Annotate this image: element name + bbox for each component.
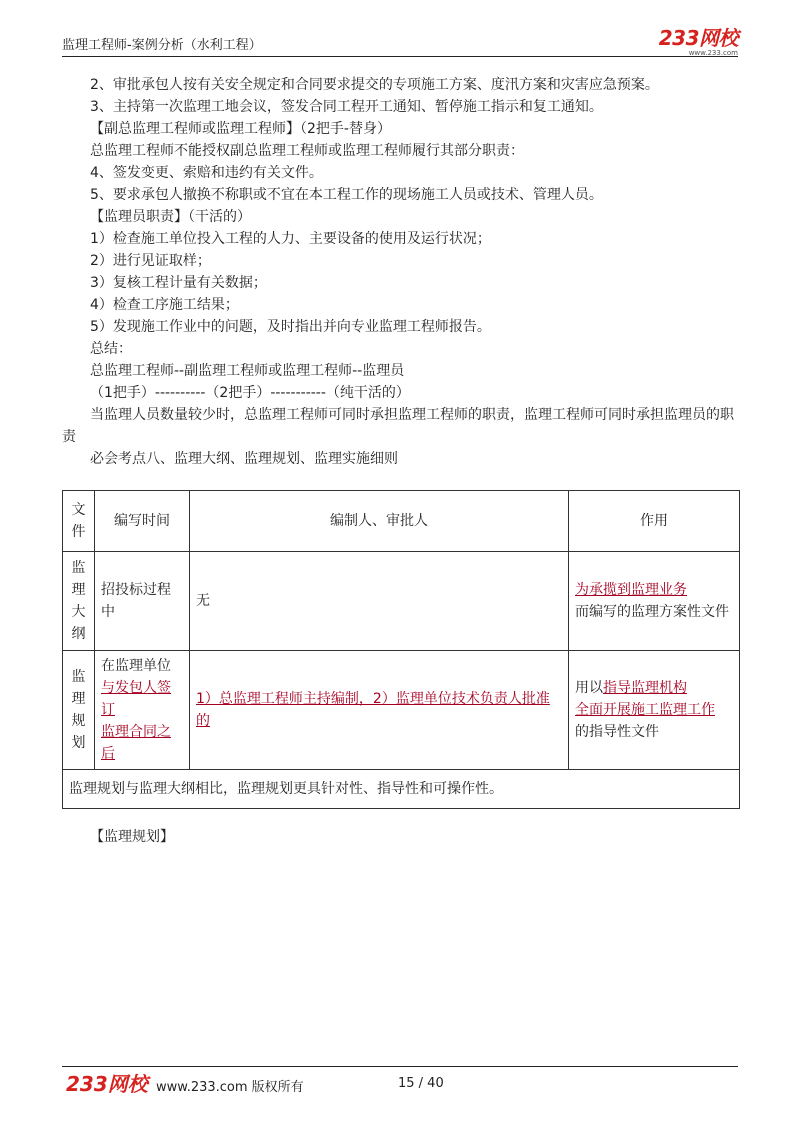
cell-text: 用以 <box>575 680 603 696</box>
table-row <box>63 651 740 770</box>
highlight-text: 与发包人签订 <box>101 680 171 718</box>
body-text <box>62 74 738 470</box>
section-heading: 【副总监理工程师或监理工程师】（2把手-替身） <box>90 121 391 137</box>
header-rule <box>62 56 738 57</box>
paragraph: 4、签发变更、索赔和违约有关文件。 <box>90 165 323 181</box>
list-item: 1）检查施工单位投入工程的人力、主要设备的使用及运行状况； <box>90 231 491 247</box>
cell-use <box>569 651 740 770</box>
table-header-row <box>63 491 740 552</box>
paragraph: 2、审批承包人按有关安全规定和合同要求提交的专项施工方案、度汛方案和灾害应急预案。 <box>90 77 659 93</box>
page-header <box>62 26 738 57</box>
cell-person <box>190 651 569 770</box>
section-heading: 【监理规划】 <box>90 829 174 845</box>
cell-doc: 监理大纲 <box>63 552 95 651</box>
paragraph: 当监理人员数量较少时，总监理工程师可同时承担监理工程师的职责，监理工程师可同时承担监理员的职责 <box>62 407 734 445</box>
page-footer <box>62 1072 738 1096</box>
list-item: 3）复核工程计量有关数据； <box>90 275 267 291</box>
summary-roles: （1把手）----------（2把手）-----------（纯干活的） <box>90 385 410 401</box>
highlight-text: 指导监理机构 <box>603 680 687 696</box>
cell-text: 的指导性文件 <box>575 724 659 740</box>
summary-label: 总结： <box>90 341 132 357</box>
cell-use <box>569 552 740 651</box>
cell-text: 而编写的监理方案性文件 <box>575 604 729 620</box>
highlight-text: 为承揽到监理业务 <box>575 582 687 598</box>
cell-doc: 监理规划 <box>63 651 95 770</box>
footer-site: www.233.com 版权所有 <box>156 1080 304 1095</box>
footer-rule <box>62 1066 738 1067</box>
table-row <box>63 552 740 651</box>
list-item: 2）进行见证取样； <box>90 253 211 269</box>
section-heading: 必会考点八、监理大纲、监理规划、监理实施细则 <box>90 451 398 467</box>
logo-url: www.233.com <box>688 49 738 57</box>
header-logo <box>659 28 738 57</box>
cell-time: 招投标过程中 <box>95 552 190 651</box>
header-cell-person: 编制人、审批人 <box>190 491 569 552</box>
header-cell-doc: 文件 <box>63 491 95 552</box>
section-heading: 【监理员职责】（干活的） <box>90 209 251 225</box>
page-number: 15 / 40 <box>398 1076 444 1091</box>
paragraph: 5、要求承包人撤换不称职或不宜在本工程工作的现场施工人员或技术、管理人员。 <box>90 187 603 203</box>
table-note-row <box>63 770 740 809</box>
highlight-text: 全面开展施工监理工作 <box>575 702 715 718</box>
table-note: 监理规划与监理大纲相比，监理规划更具针对性、指导性和可操作性。 <box>63 770 740 809</box>
list-item: 4）检查工序施工结果； <box>90 297 239 313</box>
paragraph: 总监理工程师不能授权副总监理工程师或监理工程师履行其部分职责： <box>90 143 524 159</box>
header-cell-use: 作用 <box>569 491 740 552</box>
paragraph: 3、主持第一次监理工地会议，签发合同工程开工通知、暂停施工指示和复工通知。 <box>90 99 603 115</box>
summary-chain: 总监理工程师--副监理工程师或监理工程师--监理员 <box>90 363 405 379</box>
footer-logo: 233网校 <box>66 1072 148 1096</box>
comparison-table <box>62 490 740 809</box>
highlight-text: 监理合同之后 <box>101 724 171 762</box>
logo-brand: 233网校 <box>658 26 738 50</box>
cell-time <box>95 651 190 770</box>
highlight-text: 1）总监理工程师主持编制，2）监理单位技术负责人批准的 <box>196 691 550 729</box>
list-item: 5）发现施工作业中的问题，及时指出并向专业监理工程师报告。 <box>90 319 491 335</box>
cell-text: 在监理单位 <box>101 658 171 674</box>
document-title: 监理工程师-案例分析（水利工程） <box>62 38 262 53</box>
header-cell-time: 编写时间 <box>95 491 190 552</box>
cell-person: 无 <box>190 552 569 651</box>
